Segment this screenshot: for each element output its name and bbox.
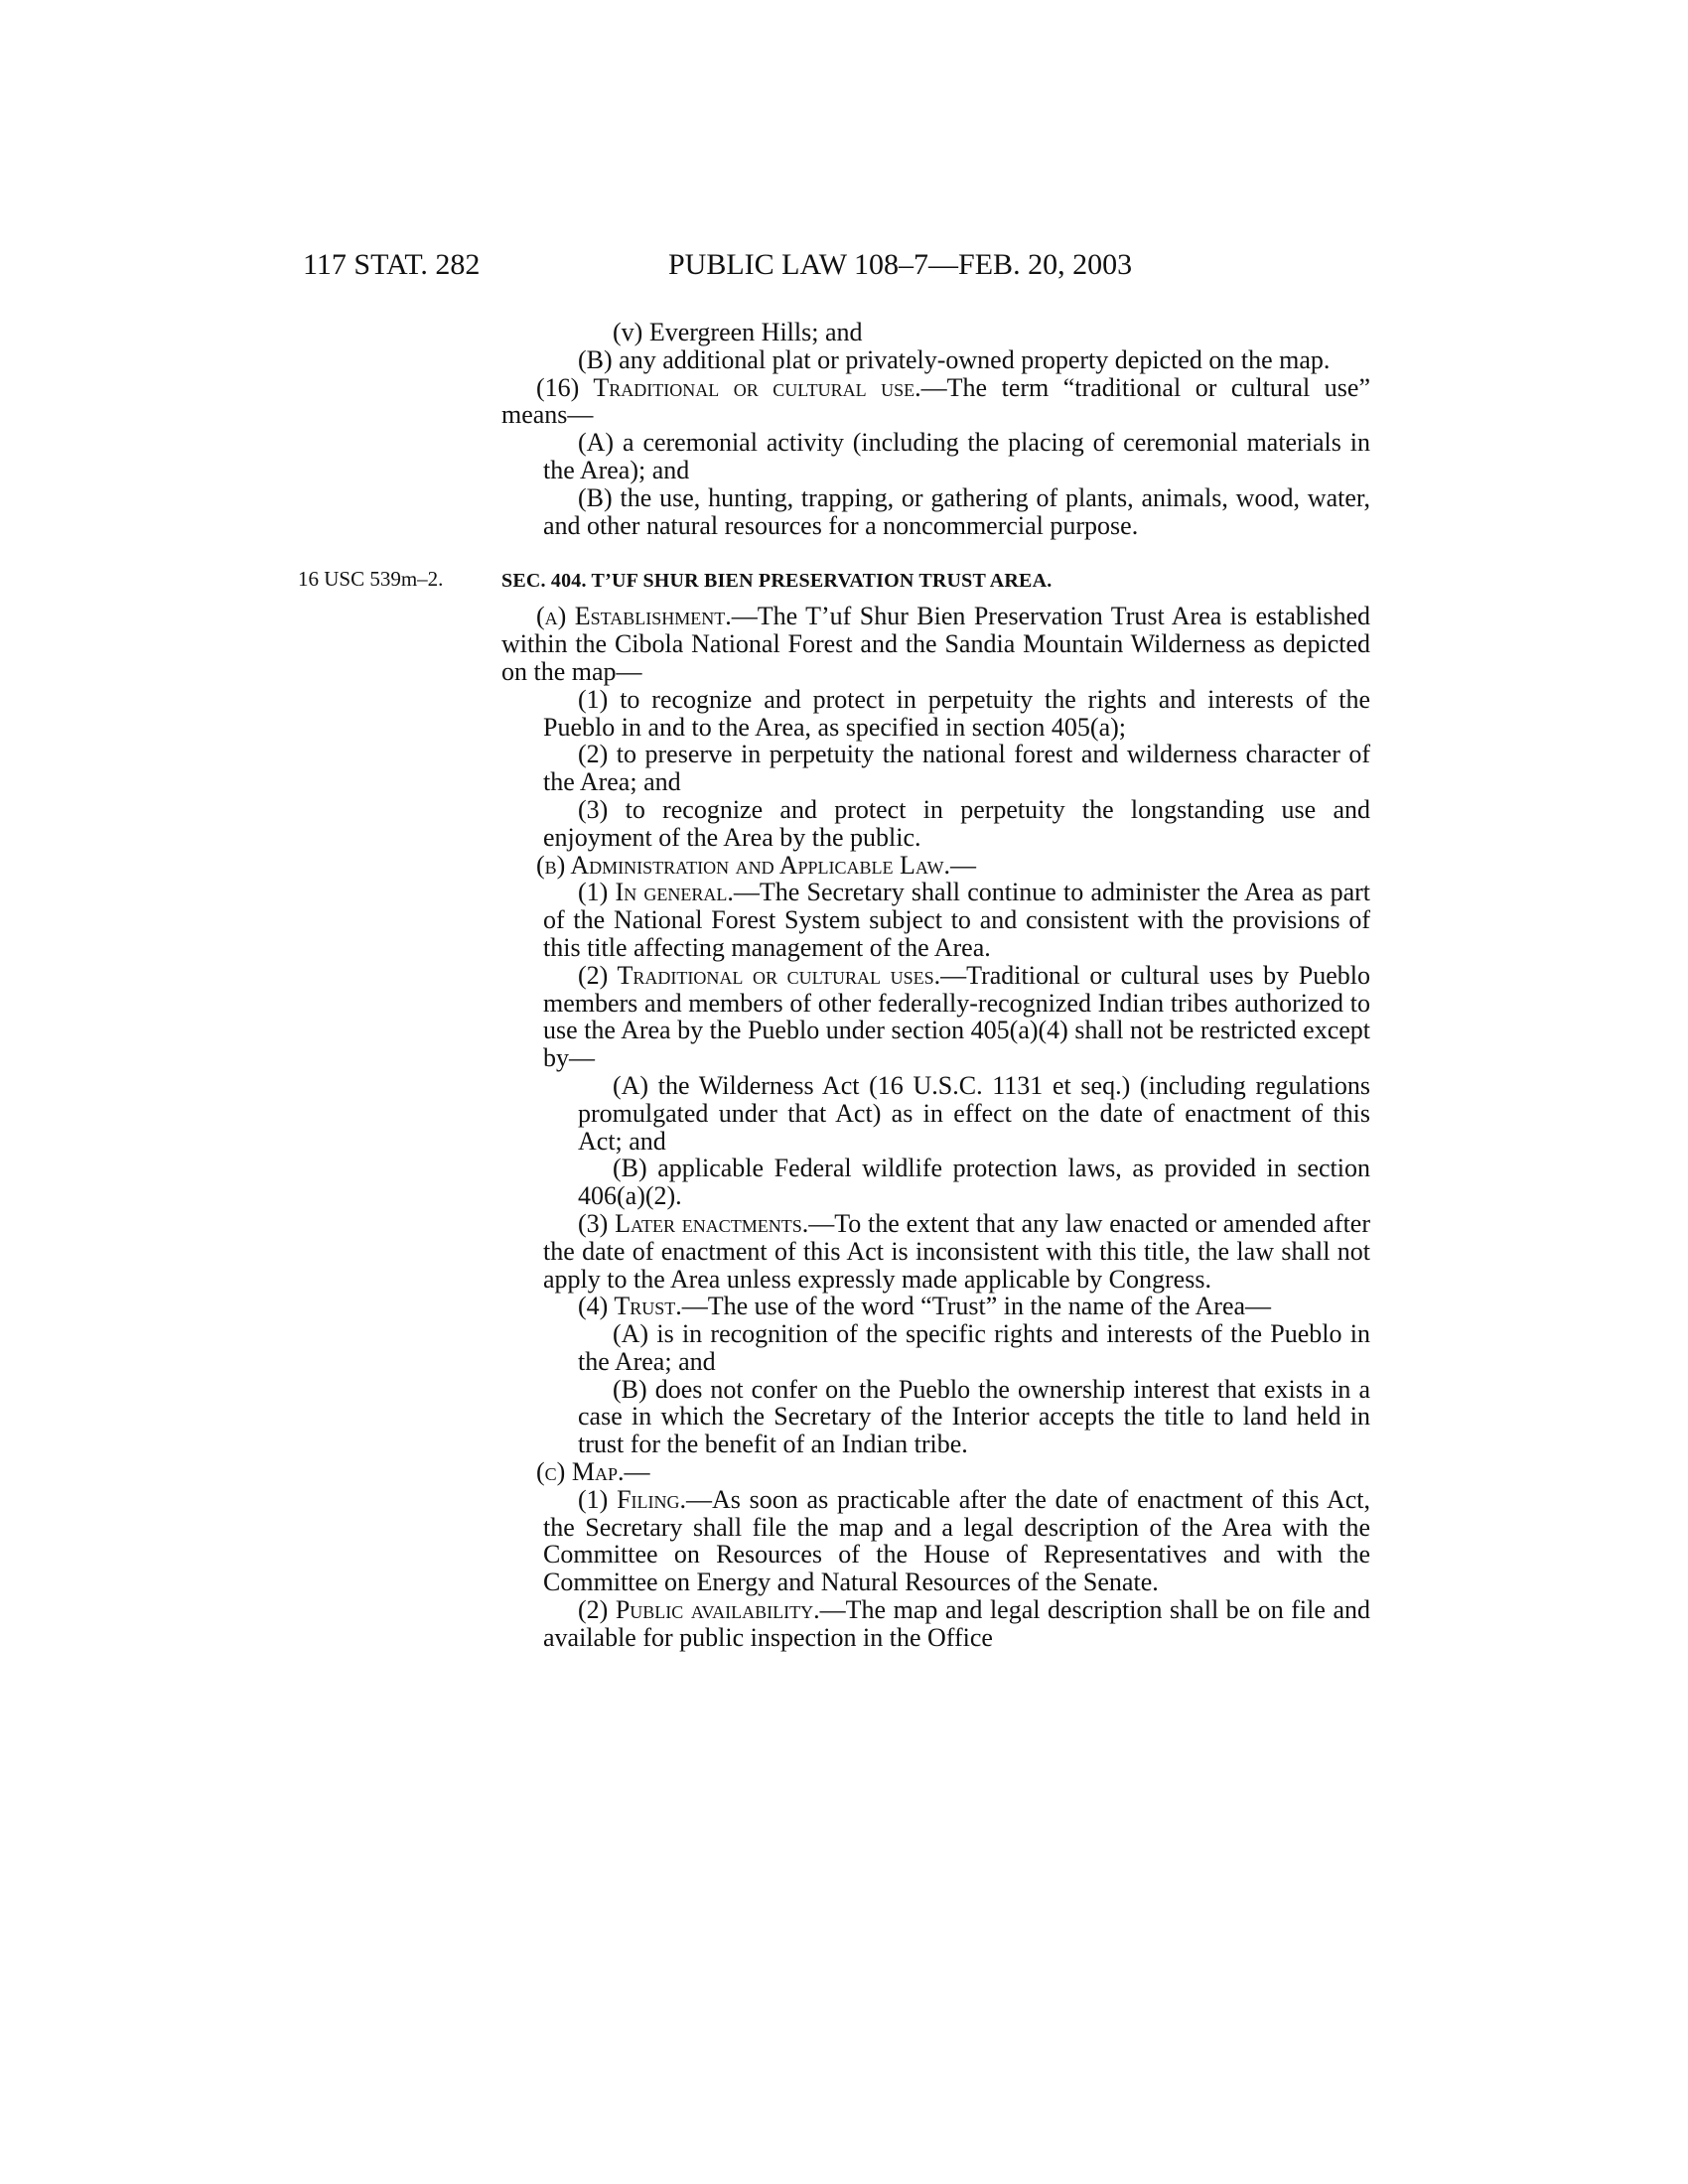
subsection-b-2-b: (B) applicable Federal wildlife protection laws, as provided in section 406(a)(2). (578, 1154, 1370, 1211)
statute-page-number: 117 STAT. 282 (303, 248, 481, 281)
public-law-heading: PUBLIC LAW 108–7—FEB. 20, 2003 (668, 248, 1133, 281)
subsection-a-text: —The T’uf Shur Bien Preservation Trust Area is established within the Cibola National Forest and the Sandia Mountain Wilderness as depicted on the map— (501, 602, 1370, 686)
subsection-a (501, 603, 1370, 685)
subsection-b-heading: (b) Administration and Applicable Law. (536, 850, 950, 880)
page-header (0, 248, 1688, 288)
subsection-b-2-a: (A) the Wilderness Act (16 U.S.C. 1131 et seq.) (including regulations promulgated under that Act) as in effect on the date of enactment of this Act; and (578, 1070, 1370, 1156)
subsection-c-1-heading: (1) Filing. (578, 1484, 687, 1514)
subsection-b-2 (501, 962, 1370, 1072)
subsection-b-4-text: —The use of the word “Trust” in the name of the Area— (681, 1292, 1272, 1321)
subsection-b-1 (501, 879, 1370, 961)
subsection-b-3-heading: (3) Later enactments. (578, 1208, 809, 1238)
subsection-b-3-text: —To the extent that any law enacted or amended after the date of enactment of this Act is inconsistent with this title, the law shall not apply to the Area unless expressly made applicable by Congress. (543, 1208, 1370, 1294)
subsection-b-text: — (949, 850, 976, 880)
subsection-b (501, 852, 1370, 880)
definition-16-b: (B) the use, hunting, trapping, or gathering of plants, animals, wood, water, and other natural resources for a noncommercial purpose. (543, 482, 1370, 540)
subsection-c-1-text: —As soon as practicable after the date of enactment of this Act, the Secretary shall file the map and a legal description of the Area with the Committee on Resources of the House of Representatives and with the Committee on Energy and Natural Resources of the Senate. (543, 1484, 1370, 1597)
subsection-b-4-b: (B) does not confer on the Pueblo the ownership interest that exists in a case in which the Secretary of the Interior accepts the title to land held in trust for the benefit of an Indian tribe. (578, 1374, 1370, 1459)
definition-16-heading: (16) Traditional or cultural use. (536, 372, 921, 402)
subsection-c-2-heading: (2) Public availability. (578, 1595, 820, 1625)
section-title: SEC. 404. T’UF SHUR BIEN PRESERVATION TRUST AREA. (501, 570, 1053, 593)
document-body (298, 318, 1371, 1652)
margin-citation: 16 USC 539m–2. (298, 567, 444, 592)
subsection-b-4-heading: (4) Trust. (578, 1292, 682, 1321)
subsection-a-1: (1) to recognize and protect in perpetuity the rights and interests of the Pueblo in and to the Area, as specified in section 405(a); (543, 684, 1370, 742)
subsection-a-heading: (a) Establishment. (536, 602, 732, 631)
subsection-c-1 (501, 1486, 1370, 1596)
subsection-b-1-heading: (1) In general. (578, 878, 734, 907)
definition-16-a: (A) a ceremonial activity (including the placing of ceremonial materials in the Area); and (543, 428, 1370, 484)
definition-16 (501, 374, 1370, 430)
subsection-c (501, 1458, 1370, 1486)
section-heading-row (298, 565, 1370, 593)
subsection-b-2-text: —Traditional or cultural uses by Pueblo members and members of other federally-recognized Indian tribes authorized to use the Area by the Pueblo under section 405(a)(4) shall not be restricted except by— (543, 960, 1371, 1073)
subsection-c-heading: (c) Map. (536, 1457, 625, 1487)
definition-16-text: —The term “traditional or cultural use” means— (501, 372, 1370, 430)
subsection-c-2-text: —The map and legal description shall be on file and available for public inspection in the Office (543, 1595, 1370, 1652)
clause-v: (v) Evergreen Hills; and (613, 318, 863, 346)
subsection-c-2 (501, 1596, 1370, 1652)
subsection-b-3 (501, 1210, 1370, 1293)
subsection-b-4-a: (A) is in recognition of the specific rights and interests of the Pueblo in the Area; and (578, 1319, 1370, 1376)
subsection-b-1-text: —The Secretary shall continue to administer the Area as part of the National Forest System subject to and consistent with the provisions of this title affecting management of the Area. (543, 878, 1370, 962)
subsection-b-2-heading: (2) Traditional or cultural uses. (578, 960, 941, 990)
subsection-b-4 (501, 1293, 1370, 1320)
subsection-a-3: (3) to recognize and protect in perpetuity the longstanding use and enjoyment of the Area by the public. (543, 794, 1370, 852)
subparagraph-b: (B) any additional plat or privately-owned property depicted on the map. (578, 344, 1331, 374)
subsection-a-2: (2) to preserve in perpetuity the national forest and wilderness character of the Area; and (543, 740, 1370, 797)
subsection-c-text: — (624, 1457, 650, 1487)
